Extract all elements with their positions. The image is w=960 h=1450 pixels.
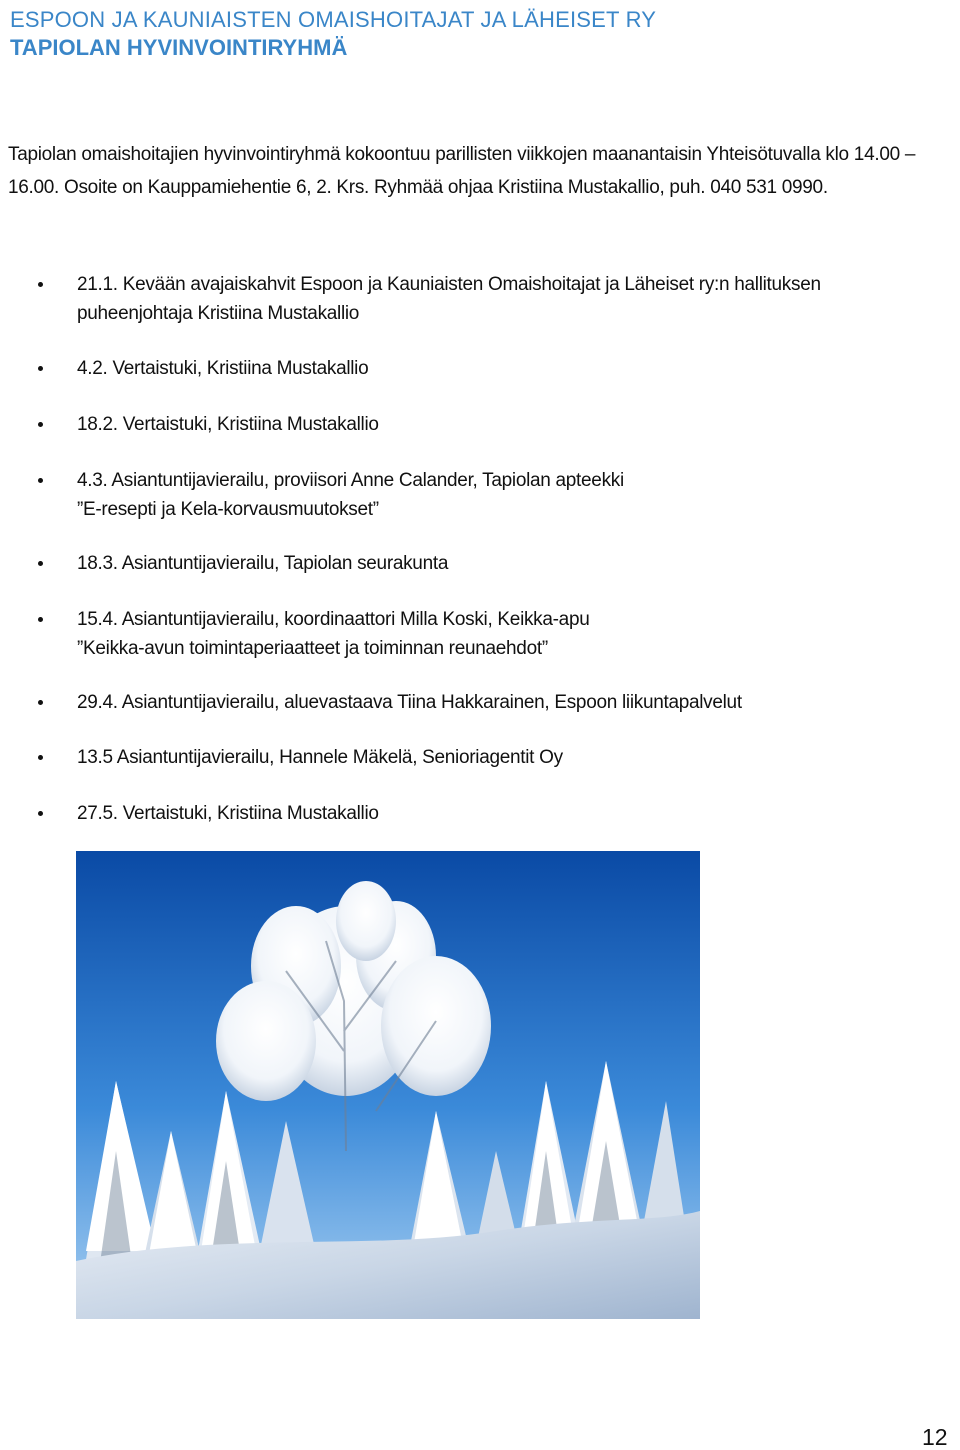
event-line-1: 4.2. Vertaistuki, Kristiina Mustakallio: [77, 358, 369, 379]
winter-forest-photo: [76, 851, 700, 1319]
bullet-icon: [38, 561, 43, 566]
event-list: [38, 270, 938, 828]
winter-forest-illustration: [76, 851, 700, 1319]
bullet-icon: [38, 617, 43, 622]
event-item: [38, 688, 938, 717]
bullet-icon: [38, 422, 43, 427]
event-line-1: 21.1. Kevään avajaiskahvit Espoon ja Kauniaisten Omaishoitajat ja Läheiset ry:n hallituksen: [77, 274, 821, 295]
intro-paragraph: [8, 138, 953, 204]
event-item: [38, 743, 938, 772]
bullet-icon: [38, 755, 43, 760]
event-line-1: 18.2. Vertaistuki, Kristiina Mustakallio: [77, 414, 379, 435]
bullet-icon: [38, 282, 43, 287]
event-line-2: ”E-resepti ja Kela-korvausmuutokset”: [77, 499, 379, 520]
event-item: [38, 605, 938, 663]
intro-line-1: Tapiolan omaishoitajien hyvinvointiryhmä kokoontuu parillisten viikkojen maanantaisin Yhteisötuvalla klo 14.00 –: [8, 144, 916, 165]
event-line-1: 15.4. Asiantuntijavierailu, koordinaattori Milla Koski, Keikka-apu: [77, 609, 590, 630]
event-line-1: 29.4. Asiantuntijavierailu, aluevastaava Tiina Hakkarainen, Espoon liikuntapalvelut: [77, 692, 742, 713]
event-item: [38, 270, 938, 328]
event-item: [38, 410, 938, 439]
event-item: [38, 466, 938, 524]
event-item: [38, 799, 938, 828]
intro-line-2: 16.00. Osoite on Kauppamiehentie 6, 2. Krs. Ryhmää ohjaa Kristiina Mustakallio, puh. 040 531 0990.: [8, 177, 828, 198]
event-line-1: 13.5 Asiantuntijavierailu, Hannele Mäkelä, Senioriagentit Oy: [77, 747, 563, 768]
bullet-icon: [38, 366, 43, 371]
event-line-1: 4.3. Asiantuntijavierailu, proviisori Anne Calander, Tapiolan apteekki: [77, 470, 624, 491]
organization-name: ESPOON JA KAUNIAISTEN OMAISHOITAJAT JA LÄHEISET RY: [10, 7, 657, 32]
document-header: [10, 6, 656, 62]
bullet-icon: [38, 700, 43, 705]
bullet-icon: [38, 478, 43, 483]
event-line-2: ”Keikka-avun toimintaperiaatteet ja toiminnan reunaehdot”: [77, 638, 548, 659]
event-item: [38, 354, 938, 383]
group-name: TAPIOLAN HYVINVOINTIRYHMÄ: [10, 35, 348, 60]
event-line-1: 18.3. Asiantuntijavierailu, Tapiolan seurakunta: [77, 553, 449, 574]
event-line-1: 27.5. Vertaistuki, Kristiina Mustakallio: [77, 803, 379, 824]
page-number: 12: [922, 1424, 948, 1450]
bullet-icon: [38, 811, 43, 816]
event-line-2: puheenjohtaja Kristiina Mustakallio: [77, 303, 360, 324]
event-item: [38, 549, 938, 578]
